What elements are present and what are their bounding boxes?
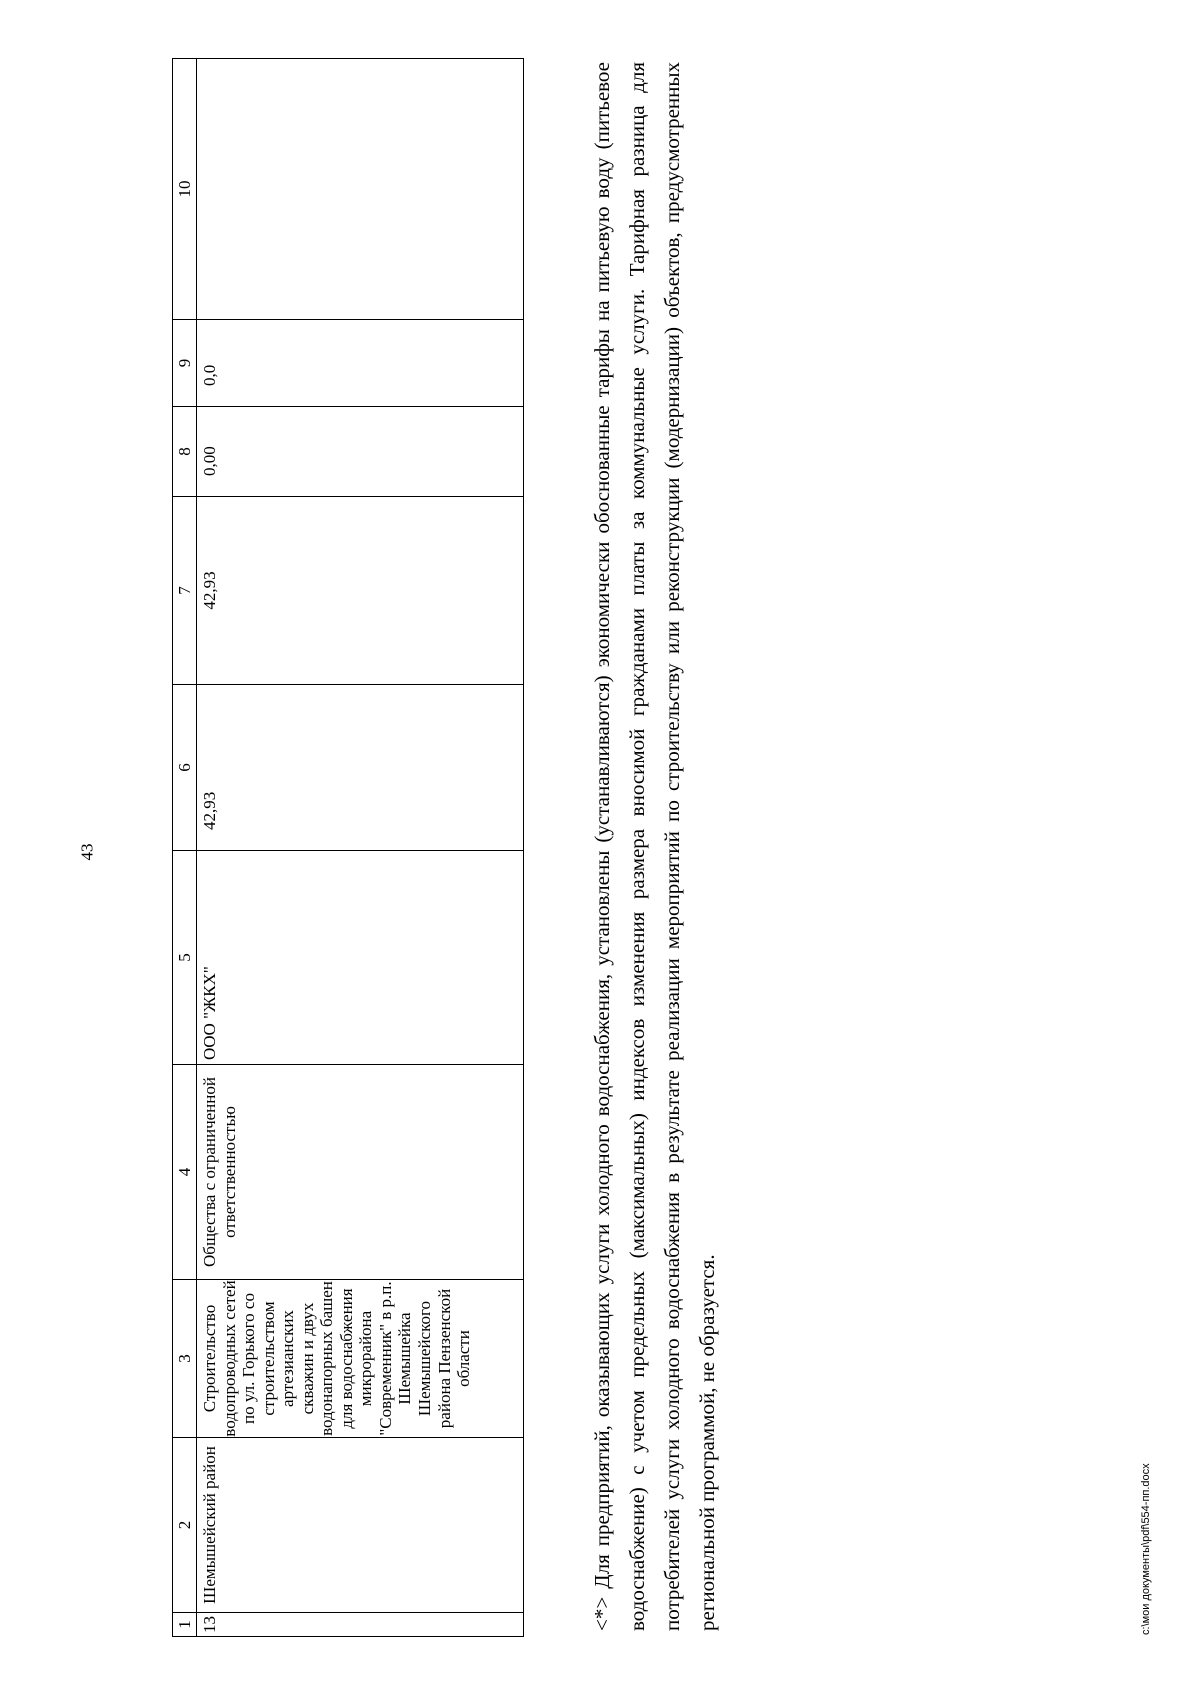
value-cell-9: 0,0	[197, 320, 524, 407]
row-number-cell: 13	[197, 1613, 524, 1637]
value-cell-6: 42,93	[197, 685, 524, 851]
organization-cell: ООО "ЖКХ"	[197, 851, 524, 1065]
footer-file-path: c:\мои документы\pdf\554-пп.docx	[1140, 1463, 1152, 1635]
header-cell: 2	[173, 1438, 197, 1613]
header-cell: 7	[173, 497, 197, 685]
header-cell: 5	[173, 851, 197, 1065]
table-row	[197, 59, 524, 1637]
header-cell: 6	[173, 685, 197, 851]
value-cell-7: 42,93	[197, 497, 524, 685]
header-cell: 1	[173, 1613, 197, 1637]
header-cell: 9	[173, 320, 197, 407]
table-header-row	[173, 59, 197, 1637]
header-cell: 8	[173, 407, 197, 497]
district-cell: Шемышейский район	[197, 1438, 524, 1613]
project-name-cell: Строительство водопроводных сетей по ул. Горького со строительством артезианских скважин и двух водонапорных башен для водоснабжения микрорайона "Современник" в р.п. Шемышейка Шемышейского района Пензенской области	[197, 1280, 524, 1438]
value-cell-8: 0,00	[197, 407, 524, 497]
svg-text:43: 43	[77, 843, 97, 861]
value-cell-10	[197, 59, 524, 320]
legal-form-cell: Общества с ограниченной ответственностью	[197, 1065, 524, 1280]
header-cell: 3	[173, 1280, 197, 1438]
footnote: <*> Для предприятий, оказывающих услуги холодного водоснабжения, установлены (устанавливаются) экономически обоснованные тарифы на питьевую воду (питьевое водоснабжение) с учетом предельных (максимальных) индексов изменения размера вносимой гражданами платы за коммунальные услуги. Тарифная разница для потребителей услуги холодного водоснабжения в результате реализации мероприятий по строительству или реконструкции (модернизации) объектов, предусмотренных региональной программой, не образуется.	[590, 62, 719, 1631]
header-cell: 4	[173, 1065, 197, 1280]
header-cell: 10	[173, 59, 197, 320]
program-table	[172, 58, 524, 1637]
